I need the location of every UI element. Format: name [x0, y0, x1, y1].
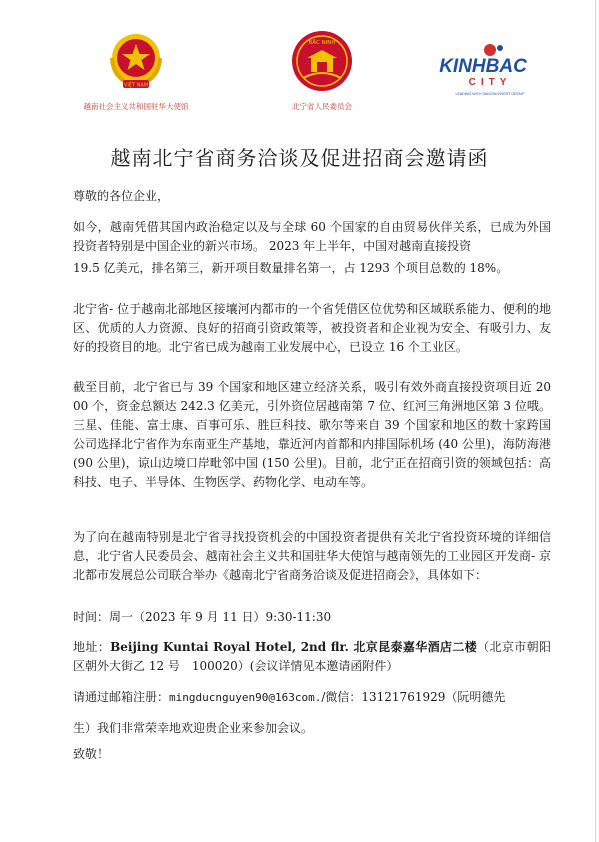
- paragraph-trade-b: 19.5 亿美元，排名第三，新开项目数量排名第一，占 1293 个项目总数的 18%。: [73, 261, 509, 275]
- seal-text: BẮC NINH: [308, 40, 336, 46]
- kinhbac-tagline: LEADING WITH SAIGON INVEST GROUP: [455, 92, 525, 96]
- paragraph-event-text: 为了向在越南特别是北宁省寻找投资机会的中国投资者提供有关北宁省投资环境的详细信息，北宁省人民委员会、越南社会主义共和国驻华大使馆与越南领先的工业园区开发商- 京北都市发展总公司联合举办《越南北宁省商务洽谈及促进招商会》，具体如下：: [73, 530, 551, 582]
- paragraph-investment: [73, 378, 551, 492]
- event-address-line: [73, 638, 551, 676]
- kinhbac-city-word: CITY: [468, 77, 512, 88]
- registration-prefix: 请通过邮箱注册：: [73, 690, 170, 704]
- registration-line-2: 生）我们非常荣幸地欢迎贵企业来参加会议。: [73, 721, 314, 735]
- registration: [73, 688, 551, 738]
- embassy-logo: [76, 28, 196, 112]
- emblem-ribbon-text: VIỆT NAM: [123, 82, 149, 89]
- closing-text: 致敬！: [73, 747, 110, 761]
- closing: [73, 745, 551, 764]
- bac-ninh-seal-icon: [289, 28, 355, 94]
- province-logo: [272, 28, 372, 112]
- document-title: 越南北宁省商务洽谈及促进招商会邀请函: [110, 146, 489, 170]
- event-address: [73, 638, 551, 676]
- registration-wechat: /微信：13121761929（阮明德先: [321, 690, 506, 704]
- registration-email-link[interactable]: mingducnguyen90@163com.: [169, 691, 322, 704]
- address-detail: （北京市朝阳区朝外大街乙 12 号 100020）(会议详情见本邀请函附件）: [73, 640, 551, 673]
- kinhbac-city-logo-icon: [418, 40, 548, 102]
- event-time: [73, 608, 551, 627]
- paragraph-province-text: 北宁省- 位于越南北部地区接壤河内都市的一个省凭借区位优势和区域联系能力、便利的地区、优质的人力资源、良好的招商引资政策等，被投资者和企业视为安全、有吸引力、友好的投资目的地。北宁省已成为越南工业发展中心，已设立 16 个工业区。: [73, 302, 551, 354]
- event-time-text: 时间：周一（2023 年 9 月 11 日）9:30-11:30: [73, 610, 332, 624]
- paragraph-trade-a: 如今，越南凭借其国内政治稳定以及与全球 60 个国家的自由贸易伙伴关系，已成为外国投资者特别是中国企业的新兴市场。 2023 年上半年，中国对越南直接投资: [73, 220, 551, 253]
- paragraph-event: [73, 528, 551, 585]
- greeting: [73, 187, 551, 206]
- address-hotel: Beijing Kuntai Royal Hotel, 2nd flr. 北京昆泰嘉华酒店二楼: [110, 640, 478, 654]
- paragraph-trade: [73, 218, 551, 278]
- address-label: 地址：: [73, 640, 111, 654]
- province-caption: 北宁省人民委员会: [292, 102, 352, 111]
- registration-line-1: [73, 688, 551, 707]
- kinhbac-wordmark: KINHBAC: [439, 56, 527, 77]
- vietnam-emblem-icon: [101, 28, 171, 94]
- kinhbac-logo: [418, 40, 548, 106]
- paragraph-investment-text: 截至目前，北宁省已与 39 个国家和地区建立经济关系，吸引有效外商直接投资项目近 2000 个，资金总额达 242.3 亿美元，引外资位居越南第 7 位、红河三角洲地区第 3 位哦。 三星、佳能、富士康、百事可乐、胜巨科技、歌尔等来自 39 个国家和地区的数十家跨国公司选择北宁省作为东南亚生产基地，靠近河内首都和内排国际机场 (40 公里)，海防海港 (90 公里)，谅山边境口岸毗邻中国 (150 公里)。目前，北宁正在招商引资的领域包括：高科技、电子、半导体、生物医学、药物化学、电动车等。: [73, 380, 551, 489]
- embassy-caption: 越南社会主义共和国驻华大使馆: [83, 102, 189, 111]
- page-edge-line: [595, 0, 596, 842]
- greeting-text: 尊敬的各位企业，: [73, 189, 170, 203]
- paragraph-province: [73, 300, 551, 357]
